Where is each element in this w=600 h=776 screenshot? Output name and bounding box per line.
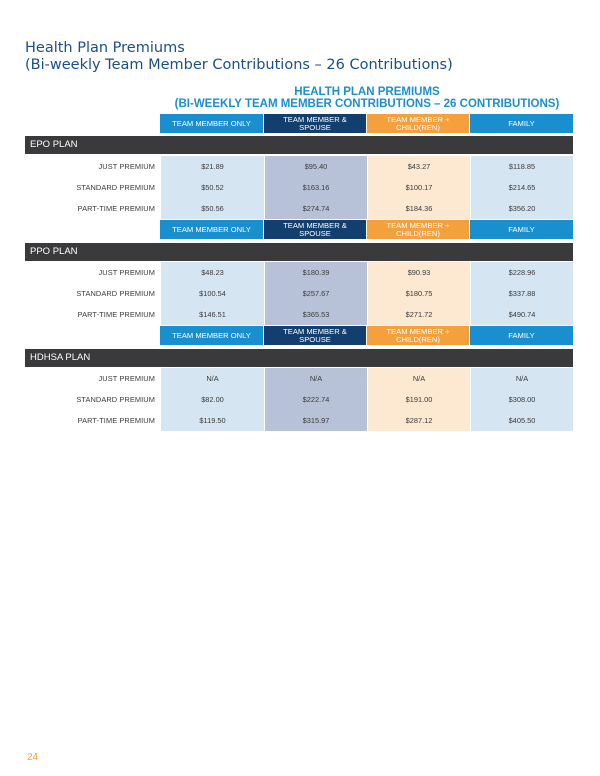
cell-value: $191.00 [367,389,470,410]
col-team-member-only: TEAM MEMBER ONLY [160,114,264,133]
cell-value: $100.17 [367,177,470,198]
table-row [25,304,573,325]
column-header-row [160,326,573,345]
table-row [25,177,573,198]
cell-value: $118.85 [470,156,573,177]
cell-value: $184.36 [367,198,470,219]
cell-value: $308.00 [470,389,573,410]
row-label: PART-TIME PREMIUM [77,310,155,319]
cell-value: $180.75 [367,283,470,304]
cell-value: $163.16 [264,177,367,198]
table-row [25,198,573,219]
table-title-line1: HEALTH PLAN PREMIUMS [294,86,440,98]
row-label: STANDARD PREMIUM [76,289,155,298]
table-row [25,156,573,177]
col-team-member-spouse: TEAM MEMBER & SPOUSE [264,114,367,133]
col-team-member-children: TEAM MEMBER + CHILD(REN) [367,220,470,239]
row-label: STANDARD PREMIUM [76,183,155,192]
col-team-member-children: TEAM MEMBER + CHILD(REN) [367,114,470,133]
row-label: JUST PREMIUM [98,374,155,383]
cell-value: $43.27 [367,156,470,177]
col-team-member-children: TEAM MEMBER + CHILD(REN) [367,326,470,345]
cell-value: $271.72 [367,304,470,325]
cell-value: $356.20 [470,198,573,219]
table-row [25,283,573,304]
table-row [25,262,573,283]
cell-value: $315.97 [264,410,367,431]
cell-value: $228.96 [470,262,573,283]
row-label: JUST PREMIUM [98,268,155,277]
page-title-line1: Health Plan Premiums [25,40,185,56]
cell-value: $180.39 [264,262,367,283]
col-family: FAMILY [470,114,573,133]
cell-value: $90.93 [367,262,470,283]
plan-heading-epo: EPO PLAN [25,136,573,154]
cell-value: N/A [160,368,264,389]
cell-value: N/A [470,368,573,389]
table-title [160,86,574,110]
column-header-row [160,114,573,133]
cell-value: $287.12 [367,410,470,431]
cell-value: $222.74 [264,389,367,410]
cell-value: N/A [264,368,367,389]
cell-value: $337.88 [470,283,573,304]
cell-value: $119.50 [160,410,264,431]
col-team-member-only: TEAM MEMBER ONLY [160,326,264,345]
cell-value: $95.40 [264,156,367,177]
column-header-row [160,220,573,239]
col-team-member-spouse: TEAM MEMBER & SPOUSE [264,326,367,345]
cell-value: $365.53 [264,304,367,325]
cell-value: $50.56 [160,198,264,219]
plan-heading-ppo: PPO PLAN [25,243,573,261]
page-title-line2: (Bi-weekly Team Member Contributions – 26 Contributions) [25,57,453,73]
cell-value: $50.52 [160,177,264,198]
cell-value: $490.74 [470,304,573,325]
col-team-member-spouse: TEAM MEMBER & SPOUSE [264,220,367,239]
table-row [25,389,573,410]
table-title-line2: (BI-WEEKLY TEAM MEMBER CONTRIBUTIONS – 26 CONTRIBUTIONS) [174,98,560,110]
row-label: PART-TIME PREMIUM [77,416,155,425]
cell-value: $21.89 [160,156,264,177]
cell-value: $257.67 [264,283,367,304]
row-label: STANDARD PREMIUM [76,395,155,404]
cell-value: $100.54 [160,283,264,304]
cell-value: $48.23 [160,262,264,283]
col-team-member-only: TEAM MEMBER ONLY [160,220,264,239]
cell-value: N/A [367,368,470,389]
col-family: FAMILY [470,326,573,345]
cell-value: $146.51 [160,304,264,325]
page-title [25,40,585,74]
cell-value: $405.50 [470,410,573,431]
row-label: JUST PREMIUM [98,162,155,171]
cell-value: $82.00 [160,389,264,410]
col-family: FAMILY [470,220,573,239]
cell-value: $214.65 [470,177,573,198]
table-row [25,410,573,431]
cell-value: $274.74 [264,198,367,219]
plan-heading-hdhsa: HDHSA PLAN [25,349,573,367]
table-row [25,368,573,389]
row-label: PART-TIME PREMIUM [77,204,155,213]
page-number: 24 [27,752,39,763]
